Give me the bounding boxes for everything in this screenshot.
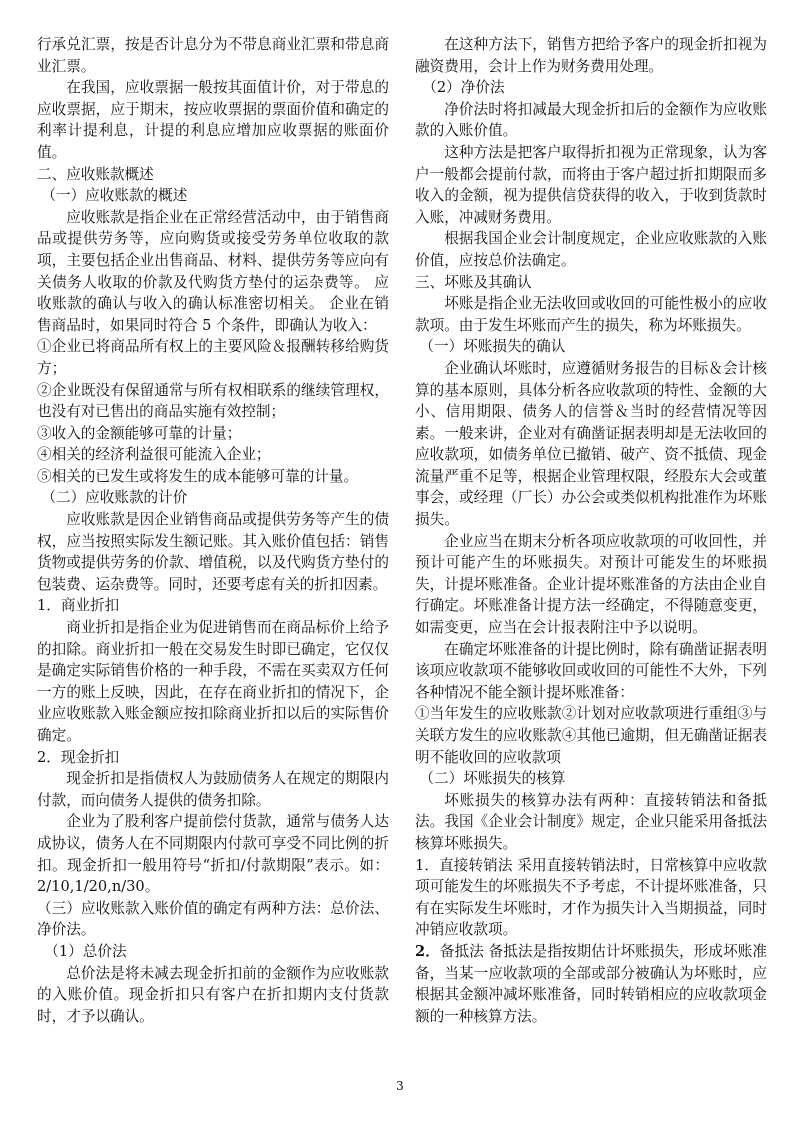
paragraph: 坏账损失的核算办法有两种：直接转销法和备抵法。我国《企业会计制度》规定，企业只能采用备抵法核算坏账损失。 (415, 791, 767, 852)
item-number: 2． (415, 942, 440, 960)
page-number: 3 (396, 1079, 404, 1093)
paragraph: 1．商业折扣 (37, 597, 120, 615)
paragraph: 企业确认坏账时，应遵循财务报告的目标＆会计核算的基本原则，具体分析各应收款项的特性、金额的大小、信用期限、债务人的信誉＆当时的经营情况等因素。一般来讲，企业对有确凿证据表明却是无法收回的应收款项，如债务单位已撤销、破产、资不抵债、现金流量严重不足等，根据企业管理权限，经股东大会或董事会，或经理（厂长）办公会或类似机构批准作为坏账损失。 (415, 359, 767, 529)
method-heading: （1）总价法 (44, 942, 127, 960)
paragraph: ①当年发生的应收账款②计划对应收款项进行重组③与关联方发生的应收账款④其他已逾期，但无确凿证据表明不能收回的应收款项 (415, 705, 767, 766)
method-heading: （2）净价法 (422, 79, 505, 97)
subsection-heading: （二）坏账损失的核算 (419, 770, 566, 788)
paragraph: 在这种方法下，销售方把给予客户的现金折扣视为融资费用，会计上作为财务费用处理。 (415, 36, 767, 75)
paragraph: ③收入的金额能够可靠的计量； (37, 424, 242, 442)
paragraph: 2．现金折扣 (37, 748, 120, 766)
paragraph: 在确定坏账准备的计提比例时，除有确凿证据表明该项应收款项不能够收回或收回的可能性不大外，下列各种情况不能全额计提坏账准备： (415, 640, 767, 701)
paragraph: 1．直接转销法 采用直接转销法时，日常核算中应收款项可能发生的坏账损失不予考虑，不计提坏账准备，只有在实际发生坏账时，才作为损失计入当期损益，同时冲销应收款项。 (415, 856, 767, 939)
section-heading: 三、坏账及其确认 (415, 273, 532, 291)
subsection-heading: （二）应收账款的计价 (41, 489, 188, 507)
paragraph: ⑤相关的已发生或将发生的成本能够可靠的计量。 (37, 467, 359, 485)
paragraph: 应收账款是指企业在正常经营活动中，由于销售商品或提供劳务等，应向购货或接受劳务单位收取的款项，主要包括企业出售商品、材料、提供劳务等应向有关债务人收取的价款及代购货方垫付的运杂费等。 应收账款的确认与收入的确认标准密切相关。 企业在销售商品时，如果同时符合 5 个条件，即确认为收入： (37, 208, 389, 334)
paragraph: 现金折扣是指债权人为鼓励债务人在规定的期限内付款，而向债务人提供的债务扣除。 (37, 770, 389, 809)
paragraph: 净价法时将扣减最大现金折扣后的金额作为应收账款的入账价值。 (415, 100, 767, 140)
right-column (415, 34, 767, 1027)
paragraph: ④相关的经济利益很可能流入企业； (37, 446, 271, 464)
paragraph: 应收账款是因企业销售商品或提供劳务等产生的债权，应当按照实际发生额记账。其入账价值包括：销售货物或提供劳务的价款、增值税，以及代购货方垫付的包装费、运杂费等。同时，还要考虑有关的折扣因素。 (37, 511, 389, 593)
section-heading: 二、应收账款概述 (37, 165, 154, 183)
paragraph: （三）应收账款入账价值的确定有两种方法：总价法、净价法。 (37, 899, 389, 939)
paragraph: ②企业既没有保留通常与所有权相联系的继续管理权，也没有对已售出的商品实施有效控制； (37, 381, 389, 421)
paragraph: 在我国，应收票据一般按其面值计价，对于带息的应收票据，应于期末，按应收票据的票面价值和确定的利率计提利息，计提的利息应增加应收票据的账面价值。 (37, 79, 389, 161)
paragraph: 企业应当在期末分析各项应收款项的可收回性，并预计可能产生的坏账损失。对预计可能发生的坏账损失，计提坏账准备。企业计提坏账准备的方法由企业自行确定。坏账准备计提方法一经确定，不得随意变更，如需变更，应当在会计报表附注中予以说明。 (415, 532, 767, 637)
subsection-heading: （一）应收账款的概述 (41, 187, 188, 205)
paragraph: 商业折扣是指企业为促进销售而在商品标价上给予的扣除。商业折扣一般在交易发生时即已确定，它仅仅是确定实际销售价格的一种手段，不需在买卖双方任何一方的账上反映，因此，在存在商业折扣的情况下，企业应收账款入账金额应按扣除商业折扣以后的实际售价确定。 (37, 619, 389, 744)
paragraph: 行承兑汇票，按是否计息分为不带息商业汇票和带息商业汇票。 (37, 36, 389, 75)
paragraph: 企业为了股利客户提前偿付货款，通常与债务人达成协议，债务人在不同期限内付款可享受不同比例的折扣。现金折扣一般用符号“折扣/付款期限”表示。如：2/10,1/20,n/30。 (37, 813, 389, 896)
paragraph: 这种方法是把客户取得折扣视为正常现象，认为客户一般都会提前付款，而将由于客户超过折扣期限而多收入的金额，视为提供信贷获得的收入，于收到货款时入账，冲减财务费用。 (415, 143, 767, 226)
paragraph: ①企业已将商品所有权上的主要风险＆报酬转移给购货方； (37, 338, 389, 377)
paragraph: 坏账是指企业无法收回或收回的可能性极小的应收款项。由于发生坏账而产生的损失，称为坏账损失。 (415, 295, 767, 334)
paragraph: 根据我国企业会计制度规定，企业应收账款的入账价值，应按总价法确定。 (415, 230, 767, 269)
paragraph (415, 941, 767, 1027)
left-column (37, 34, 389, 1027)
paragraph: 总价法是将未减去现金折扣前的金额作为应收账款的入账价值。现金折扣只有客户在折扣期内支付货款时，才予以确认。 (37, 964, 389, 1025)
subsection-heading: （一）坏账损失的确认 (419, 338, 566, 356)
item-text: 备抵法 备抵法是指按期估计坏账损失，形成坏账准备，当某一应收款项的全部或部分被确认为坏账时，应根据其金额冲减坏账准备，同时转销相应的应收款项金额的一种核算方法。 (415, 942, 767, 1025)
